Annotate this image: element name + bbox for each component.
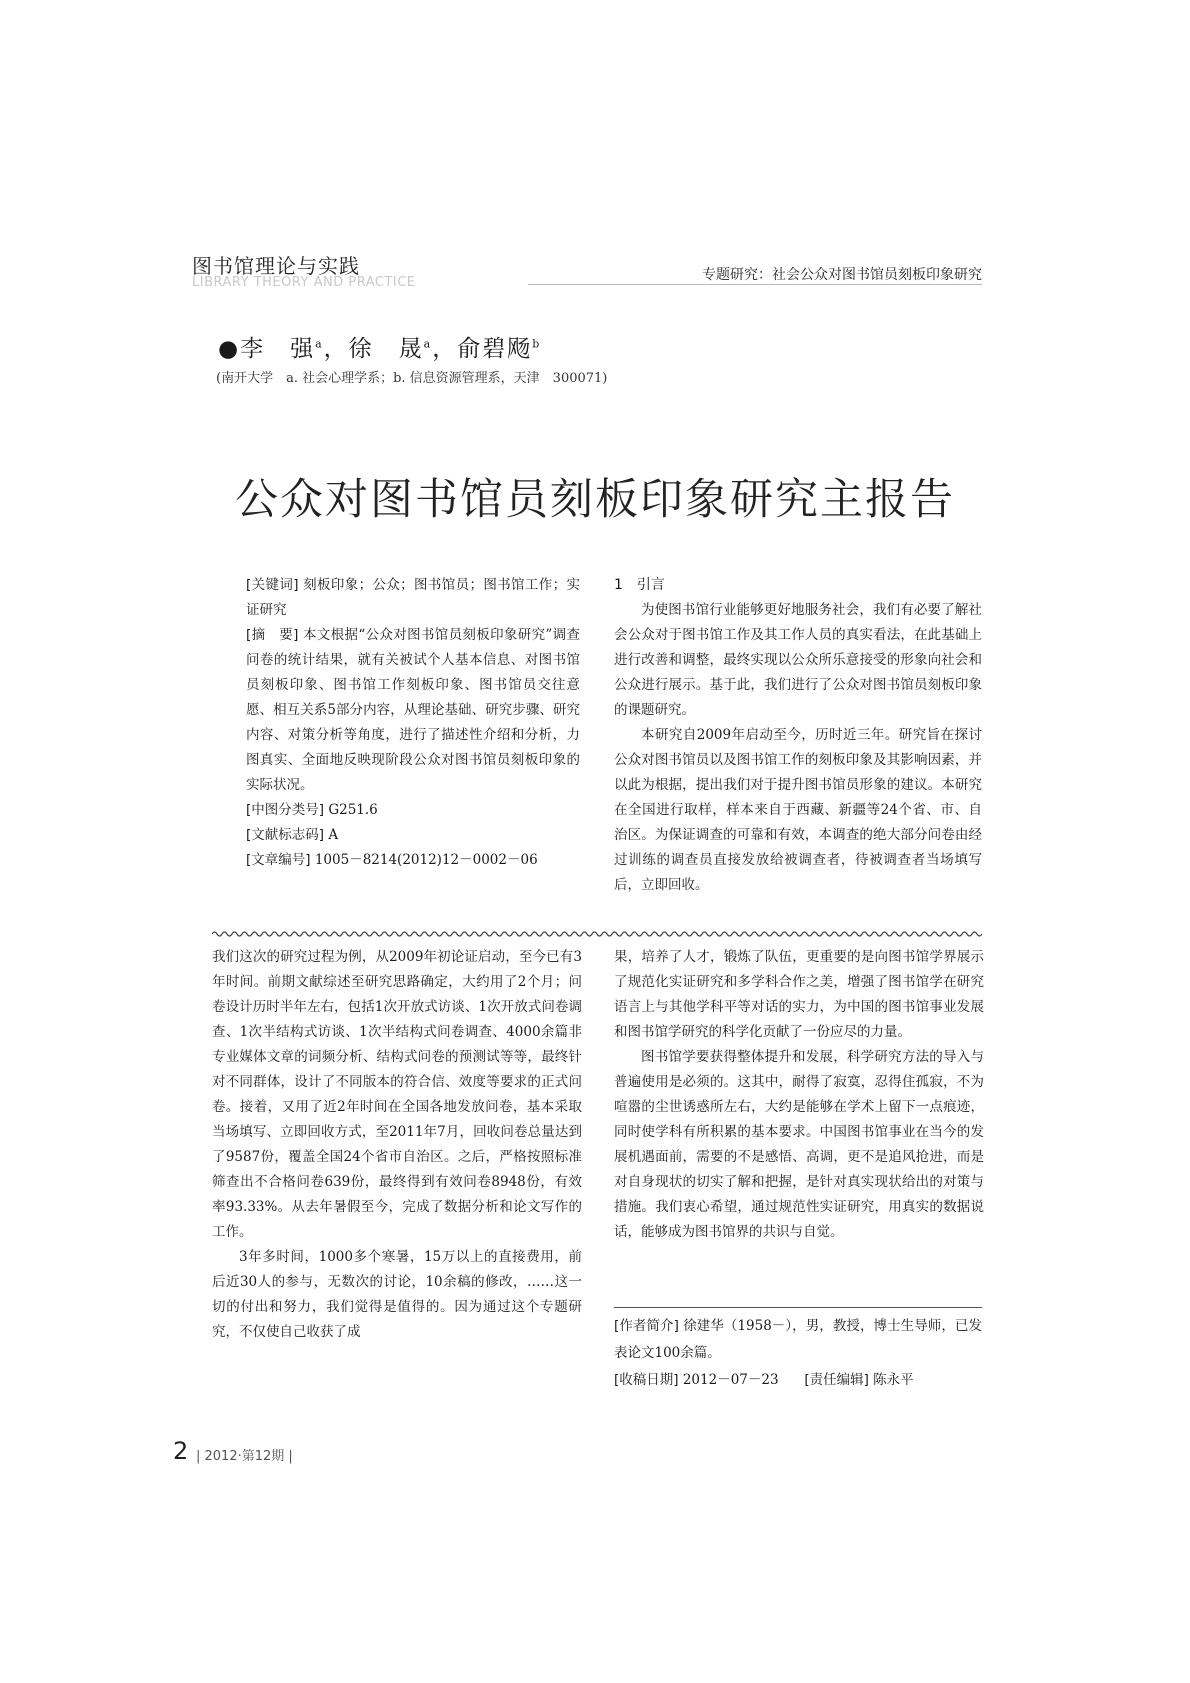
- author-sep: ，: [323, 336, 349, 362]
- author-1: 李 强: [240, 336, 316, 362]
- paragraph: 我们这次的研究过程为例，从2009年初论证启动，至今已有3年时间。前期文献综述至研究思路确定，大约用了2个月；问卷设计历时半年左右，包括1次开放式访谈、1次开放式问卷调查、1次半结构式访谈、1次半结构式问卷调查、4000余篇非专业媒体文章的词频分析、结构式问卷的预测试等等，最终针对不同群体，设计了不同版本的符合信、效度等要求的正式问卷。接着，又用了近2年时间在全国各地发放问卷，基本采取当场填写、立即回收方式，至2011年7月，回收问卷总量达到了9587份，覆盖全国24个省市自治区。之后，严格按照标准筛查出不合格问卷639份，最终得到有效问卷8948份，有效率93.33%。从去年暑假至今，完成了数据分析和论文写作的工作。: [212, 949, 582, 1240]
- article-no: 1005－8214(2012)12－0002－06: [314, 852, 538, 868]
- paragraph: 果，培养了人才，锻炼了队伍，更重要的是向图书馆学界展示了规范化实证研究和多学科合作之美，增强了图书馆学在研究语言上与其他学科平等对话的实力，为中国的图书馆事业发展和图书馆学研究的科学化贡献了一份应尽的力量。: [614, 949, 984, 1040]
- keywords: 刻板印象；公众；图书馆员；图书馆工作；实证研究: [246, 577, 580, 618]
- abstract-block: [246, 573, 580, 873]
- author-line: [218, 330, 541, 363]
- running-title: 专题研究：社会公众对图书馆员刻板印象研究: [702, 267, 982, 283]
- author-bio: 徐建华（1958－），男，教授，博士生导师，已发表论文100余篇。: [614, 1318, 982, 1361]
- journal-title-cn: 图书馆理论与实践: [192, 254, 360, 278]
- wavy-divider: [212, 930, 982, 938]
- paragraph: 本研究自2009年启动至今，历时近三年。研究旨在探讨公众对图书馆员以及图书馆工作的刻板印象及其影响因素，并以此为根据，提出我们对于提升图书馆员形象的建议。本研究在全国进行取样，样本来自于西藏、新疆等24个省、市、自治区。为保证调查的可靠和有效，本调查的绝大部分问卷由经过训练的调查员直接发放给被调查者，待被调查者当场填写后，立即回收。: [614, 727, 982, 893]
- author-2: 徐 晟: [348, 336, 424, 362]
- affiliation: (南开大学 a. 社会心理学系；b. 信息资源管理系，天津 300071): [216, 371, 608, 386]
- doc-code-label: [文献标志码]: [246, 827, 325, 843]
- paragraph: 图书馆学要获得整体提升和发展，科学研究方法的导入与普遍使用是必须的。这其中，耐得了寂寞，忍得住孤寂，不为喧嚣的尘世诱惑所左右，大约是能够在学术上留下一点痕迹，同时使学科有所积累的基本要求。中国图书馆事业在当今的发展机遇面前，需要的不是感悟、高调，更不是追风抢进，而是对自身现状的切实了解和把握，是针对真实现状给出的对策与措施。我们衷心希望，通过规范性实证研究，用真实的数据说话，能够成为图书馆界的共识与自觉。: [614, 1049, 984, 1240]
- article-no-label: [文章编号]: [246, 852, 311, 868]
- paragraph: 3年多时间，1000多个寒暑，15万以上的直接费用，前后近30人的参与，无数次的讨论，10余稿的修改，……这一切的付出和努力，我们觉得是值得的。因为通过这个专题研究，不仅使自己收获了成: [212, 1249, 582, 1340]
- article-title: 公众对图书馆员刻板印象研究主报告: [235, 475, 955, 525]
- author-1-sup: a: [315, 337, 324, 351]
- author-sep: ，: [432, 336, 458, 362]
- doc-code: A: [328, 827, 339, 843]
- journal-title-en: LIBRARY THEORY AND PRACTICE: [192, 275, 416, 290]
- author-2-sup: a: [423, 337, 433, 351]
- summary-label: [摘 要]: [246, 627, 299, 643]
- page-number: 2: [173, 1437, 189, 1465]
- issue-info: | 2012·第12期 |: [196, 1449, 293, 1464]
- section-heading: 1 引言: [614, 577, 665, 593]
- header-rule: [528, 284, 982, 285]
- received-date: 2012－07－23: [682, 1372, 779, 1388]
- clc-number: G251.6: [328, 802, 378, 818]
- editor-label: [责任编辑]: [804, 1372, 869, 1388]
- bio-label: [作者简介]: [614, 1318, 679, 1334]
- body-left-column: [212, 945, 582, 1345]
- intro-block: [614, 573, 982, 898]
- summary: 本文根据“公众对图书馆员刻板印象研究”调查问卷的统计结果，就有关被试个人基本信息、对图书馆员刻板印象、图书馆工作刻板印象、图书馆员交往意愿、相互关系5部分内容，从理论基础、研究步骤、研究内容、对策分析等角度，进行了描述性介绍和分析，力图真实、全面地反映现阶段公众对图书馆员刻板印象的实际状况。: [246, 627, 580, 793]
- body-right-column: [614, 945, 984, 1245]
- notes-block: [614, 1313, 982, 1394]
- editor-name: 陈永平: [873, 1372, 914, 1388]
- author-3: 俞碧飏: [457, 336, 533, 362]
- paragraph: 为使图书馆行业能够更好地服务社会，我们有必要了解社会公众对于图书馆工作及其工作人员的真实看法，在此基础上进行改善和调整，最终实现以公众所乐意接受的形象向社会和公众进行展示。基于此，我们进行了公众对图书馆员刻板印象的课题研究。: [614, 602, 982, 718]
- keywords-label: [关键词]: [246, 577, 299, 593]
- clc-label: [中图分类号]: [246, 802, 325, 818]
- notes-rule: [614, 1307, 982, 1308]
- received-label: [收稿日期]: [614, 1372, 679, 1388]
- author-3-sup: b: [532, 337, 542, 351]
- bullet: ●: [218, 336, 241, 362]
